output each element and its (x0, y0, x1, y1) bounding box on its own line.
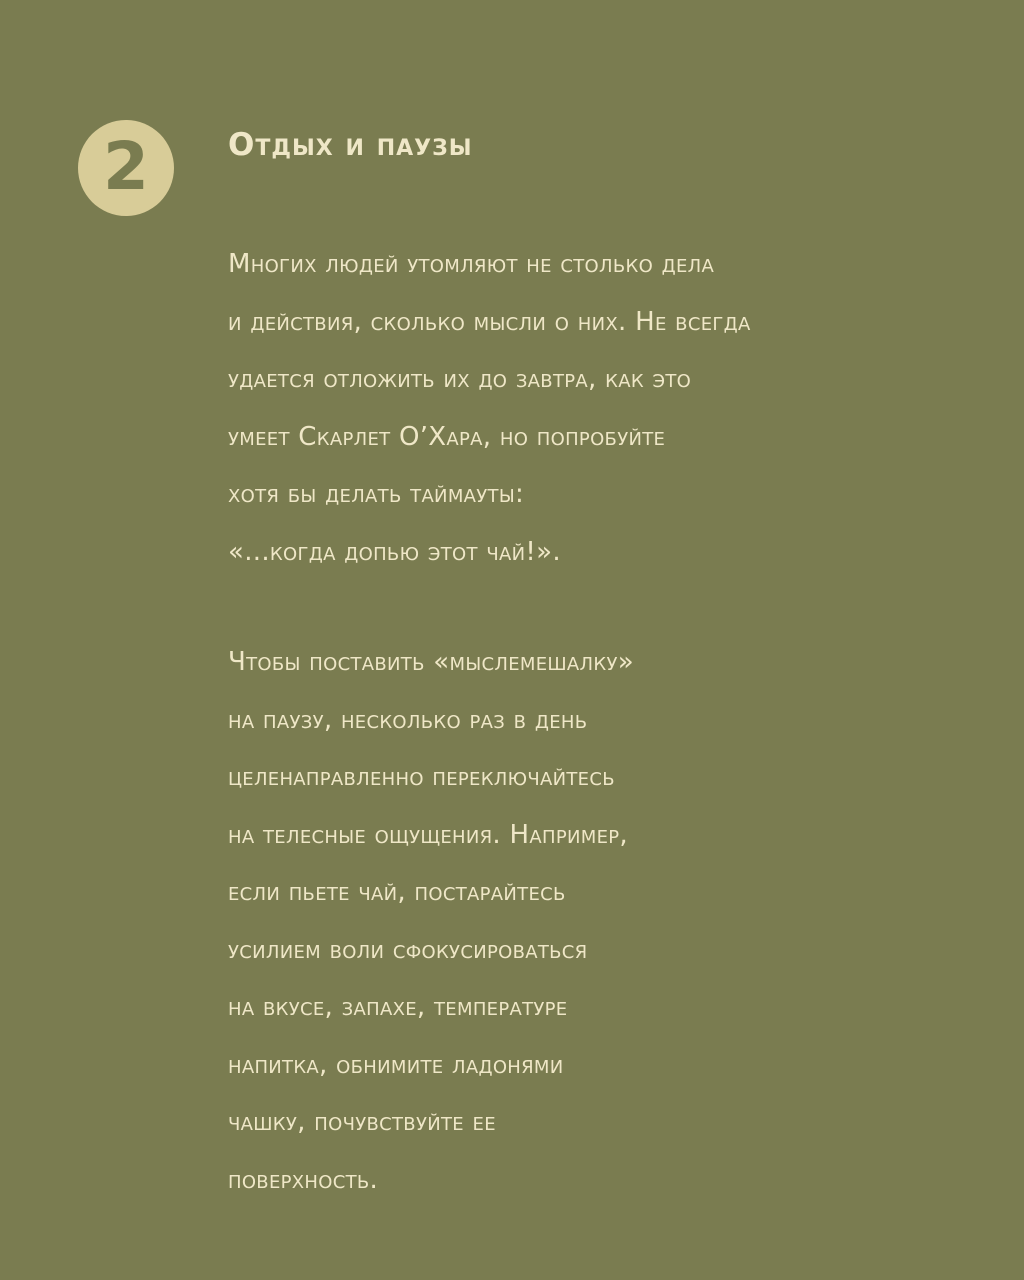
paragraph-line: усилием воли сфокусироваться (228, 934, 588, 965)
paragraph-line: хотя бы делать таймауты: (228, 479, 525, 509)
paragraph-line: если пьете чай, постарайтесь (228, 877, 566, 907)
paragraph-line: чашку, почувствуйте ее (228, 1107, 496, 1137)
paragraph-line: на паузу, несколько раз в день (228, 704, 588, 735)
section-title: Отдых и паузы (228, 127, 473, 163)
paragraph-line: умеет Скарлет О’Хара, но попробуйте (228, 421, 666, 452)
paragraph-line: напитка, обнимите ладонями (228, 1049, 564, 1080)
paragraph-line: на телесные ощущения. Например, (228, 819, 628, 850)
paragraph-line: на вкусе, запахе, температуре (228, 992, 568, 1022)
paragraph-line: Многих людей утомляют не столько дела (228, 249, 715, 279)
paragraph-line: удается отложить их до завтра, как это (228, 364, 692, 394)
paragraph-line: Чтобы поставить «мыслемешалку» (228, 647, 634, 677)
paragraph-line: поверхность. (228, 1164, 379, 1195)
step-number-badge (78, 120, 174, 216)
paragraph-1 (228, 236, 751, 581)
paragraph-line: целенаправленно переключайтесь (228, 762, 615, 792)
paragraph-line: и действия, сколько мысли о них. Не всегда (228, 306, 751, 337)
paragraph-2 (228, 634, 634, 1209)
step-number: 2 (103, 128, 149, 205)
paragraph-line: «...когда допью этот чай!». (228, 536, 561, 567)
